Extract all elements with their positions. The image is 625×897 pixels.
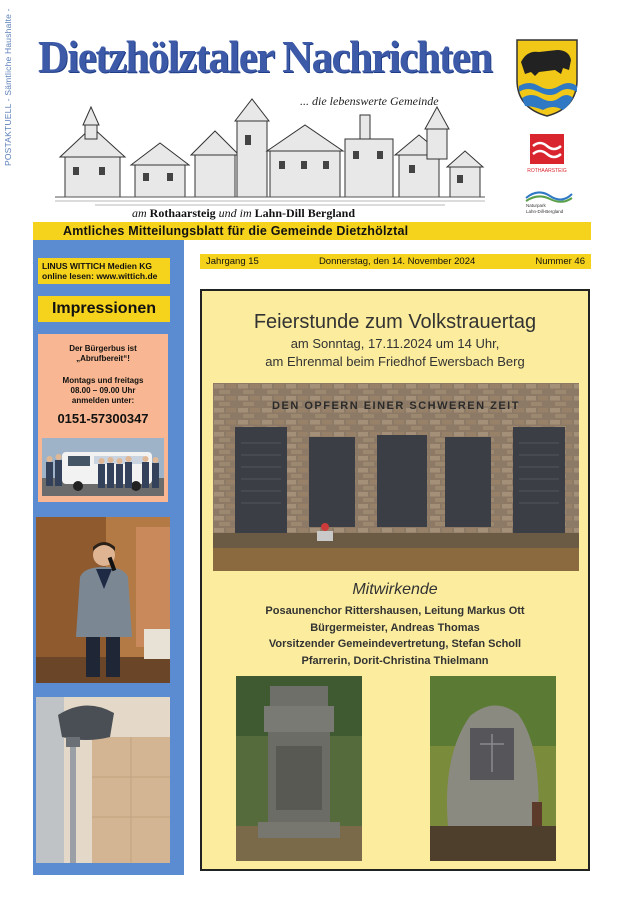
svg-text:Naturpark: Naturpark [526,203,546,208]
region-line: am Rothaarsteig und im Lahn-Dill Bergland [132,206,356,220]
svg-text:ROTHAARSTEIG: ROTHAARSTEIG [527,168,567,174]
announcement-date: am Sonntag, 17.11.2024 um 14 Uhr, [290,336,500,351]
svg-text:DEN OPFERN EINER SCHWEREN ZEIT: DEN OPFERN EINER SCHWEREN ZEIT [272,400,520,412]
bus-text-line: Montags und freitags [62,376,144,385]
rothaarsteig-logo [524,132,570,174]
issue-number: Nummer 46 [535,256,585,267]
participants-list [202,603,588,669]
bus-text-line: 08.00 – 09.00 Uhr [70,386,136,395]
memorial-boulder-photo [430,676,556,861]
volkstrauertag-announcement [200,289,590,871]
issue-info-bar [200,254,591,269]
publisher-name: LINUS WITTICH Medien KG [42,261,153,271]
memorial-photo [213,383,579,571]
participant-item: Vorsitzender Gemeindevertretung, Stefan Scholl [268,638,522,650]
mitwirkende-heading: Mitwirkende [352,581,438,598]
issue-year: Jahrgang 15 [206,256,259,267]
svg-text:Lahn-Dill-Bergland: Lahn-Dill-Bergland [526,209,564,214]
announcement-title: Feierstunde zum Volkstrauertag [253,311,537,333]
newspaper-subtitle: ... die lebenswerte Gemeinde [300,94,439,108]
speaker-photo [36,517,170,683]
official-gazette-banner: Amtliches Mitteilungsblatt für die Gemeinde Dietzhölztal [33,222,591,240]
issue-date: Donnerstag, den 14. November 2024 [318,256,476,267]
bus-phone-number: 0151-57300347 [57,411,149,426]
participant-item: Bürgermeister, Andreas Thomas [310,621,480,634]
announcement-place: am Ehrenmal beim Friedhof Ewersbach Berg [265,354,525,369]
bus-text-line: anmelden unter: [71,396,135,405]
buergerbus-group-photo [42,438,164,496]
publisher-box [38,258,170,284]
buergerbus-box [38,334,168,502]
bus-text-line: Der Bürgerbus ist [69,344,137,353]
publisher-website[interactable]: online lesen: www.wittich.de [42,271,158,281]
impressionen-heading: Impressionen [38,296,170,322]
bus-text-line: „Abrufbereit“! [76,354,130,363]
newspaper-title: Dietzhölztaler Nachrichten [38,31,492,82]
presentation-device-photo [36,697,170,863]
naturpark-logo [524,188,574,214]
memorial-stone-photo [236,676,362,861]
coat-of-arms-icon [513,36,581,118]
participant-item: Posaunenchor Rittershausen, Leitung Markus Ott [265,605,525,617]
participant-item: Pfarrerin, Dorit-Christina Thielmann [301,654,489,667]
village-sketch-illustration [55,95,485,207]
margin-note: POSTAKTUELL - Sämtliche Haushalte - [3,8,13,166]
